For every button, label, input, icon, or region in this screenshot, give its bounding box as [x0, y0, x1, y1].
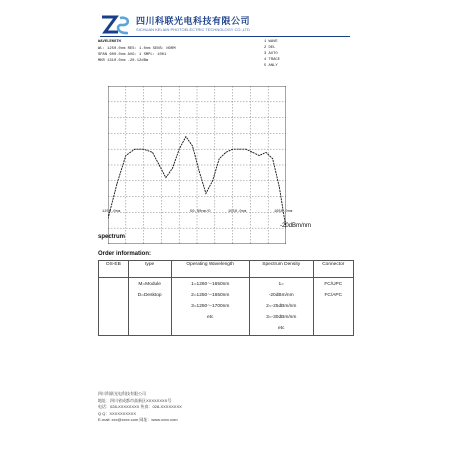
spectrum-chart [108, 86, 286, 244]
osa-softkey: 1 WAVE [264, 40, 278, 44]
data-point [166, 177, 167, 178]
osa-screenshot [94, 40, 310, 228]
order-table [98, 260, 354, 336]
table-row [99, 278, 354, 336]
osa-softkey: 5 ANLY [264, 64, 278, 68]
table-header: type [128, 261, 171, 278]
table-cell-connector [313, 278, 353, 336]
footer-line: E-mail: xxx@xxxx.com 网址：www.xxxx.com [98, 417, 178, 422]
osa-softkey: 3 AUTO [264, 52, 278, 56]
data-point [232, 149, 233, 150]
osa-scale: 50.00nm/D [190, 210, 211, 214]
osa-stop-wavelength: 1650.0nm [274, 210, 293, 214]
company-name-english: SICHUAN KELIAN PHOTOELECTRIC TECHNOLOGY CO.,LTD [136, 27, 250, 32]
footer-line: 地址：四川省成都市高新区XXXXXXXX号 [98, 397, 172, 403]
osa-title: WAVELENGTH [98, 40, 121, 44]
data-point [246, 149, 247, 150]
table-header: OS-EB [99, 261, 129, 278]
data-point [179, 149, 180, 150]
option: 1= [278, 282, 284, 287]
data-point [159, 165, 160, 166]
company-name: 四川科联光电科技有限公司 [136, 16, 251, 26]
data-point [266, 152, 267, 153]
table-header: Operating Wavelength [171, 261, 249, 278]
option: 3=1250～1700nm [191, 304, 230, 309]
osa-info-line: SPAN 600.0nm AVG: 1 SMPL: 1001 [98, 53, 167, 57]
option: M=Module [138, 282, 161, 287]
footer-line: 电话：028-XXXXXXXX 传真：028-XXXXXXXX [98, 404, 182, 409]
option: etc [207, 315, 214, 320]
table-cell-wavelength [171, 278, 249, 336]
data-point [192, 146, 193, 147]
table-header-row [99, 261, 354, 278]
contact-footer [98, 391, 182, 424]
data-point [252, 152, 253, 153]
osa-softkey: 4 TRACE [264, 58, 280, 62]
data-point [199, 171, 200, 172]
data-point [117, 184, 118, 185]
table-header: Spectrum Density [249, 261, 313, 278]
header-divider [100, 36, 350, 37]
option: etc [277, 326, 285, 331]
data-point [219, 158, 220, 159]
data-point [259, 155, 260, 156]
data-point [226, 152, 227, 153]
osa-start-wavelength: 1250.0nm [102, 210, 121, 214]
data-point [125, 155, 126, 156]
option: 3=-30dBm/nm [266, 315, 297, 320]
option: D=Desktop [137, 293, 162, 298]
table-header: Connector [313, 261, 353, 278]
osa-info-line: WL: 1250.0nm RES: 1.0nm SENS: NORM [98, 47, 176, 51]
table-cell-type [128, 278, 171, 336]
table-cell [99, 278, 129, 336]
data-point [143, 149, 144, 150]
data-point [186, 136, 187, 137]
data-point [272, 158, 273, 159]
data-point [239, 149, 240, 150]
option: 1=1260～1650nm [191, 282, 230, 287]
osa-center-wavelength: 1550.0nm [228, 210, 247, 214]
data-point [206, 193, 207, 194]
data-point [212, 180, 213, 181]
option: -20dBm/nm [268, 293, 294, 298]
option: FC/UPC [324, 282, 343, 287]
footer-line: Q Q：XXXXXXXXXX [98, 410, 137, 416]
data-point [134, 149, 135, 150]
osa-info-line: MKR 1310.0nm -20.12dBm [98, 59, 149, 63]
footer-line: 四川科联光电科技有限公司 [98, 391, 146, 396]
data-point [152, 152, 153, 153]
order-info-title: Order information: [98, 251, 152, 257]
figure-caption: spectrum [98, 234, 126, 240]
option: 2=1250～1650nm [191, 293, 230, 298]
table-cell-density [249, 278, 313, 336]
data-point [172, 168, 173, 169]
power-density-note: -20dBm/nm [280, 223, 312, 229]
option: FC/APC [324, 293, 343, 298]
osa-softkey: 2 DEL [264, 46, 276, 50]
data-point [279, 187, 280, 188]
company-logo [100, 14, 132, 36]
option: 2=-25dBm/nm [266, 304, 297, 309]
